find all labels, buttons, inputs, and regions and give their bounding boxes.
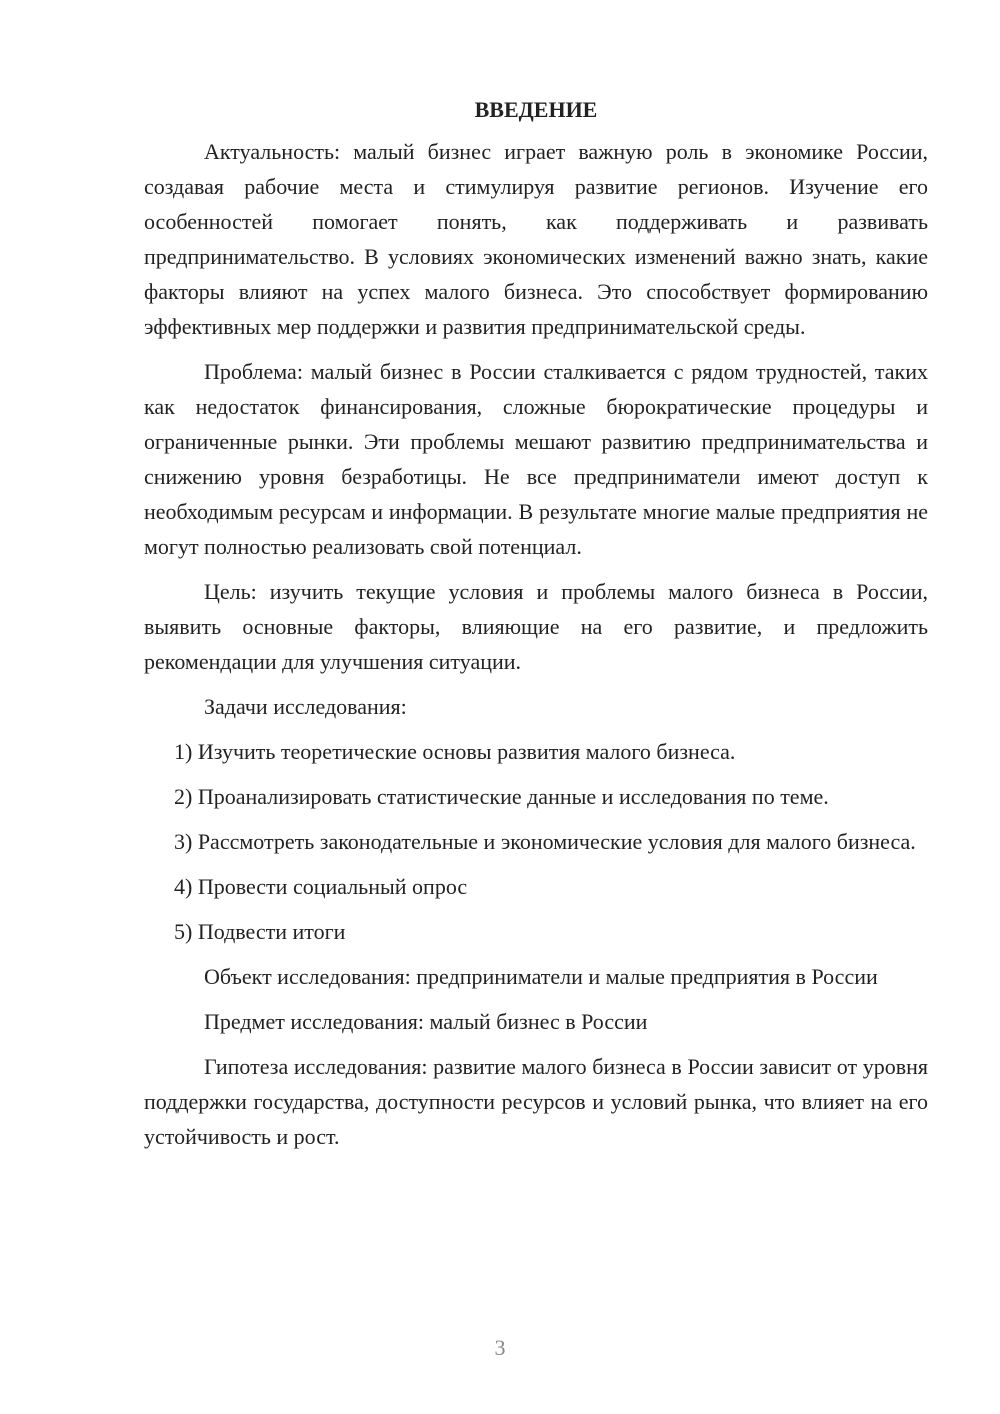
- task-item-4: 4) Провести социальный опрос: [174, 874, 468, 899]
- hypothesis-paragraph: Гипотеза исследования: развитие малого бизнеса в России зависит от уровня поддержки государства, доступности ресурсов и условий рынка, что влияет на его устойчивость и рост.: [144, 1054, 928, 1149]
- relevance-paragraph: Актуальность: малый бизнес играет важную роль в экономике России, создавая рабочие места и стимулируя развитие регионов. Изучение его особенностей помогает понять, как поддерживать и развивать предпринимательство. В условиях экономических изменений важно знать, какие факторы влияют на успех малого бизнеса. Это способствует формированию эффективных мер поддержки и развития предпринимательской среды.: [144, 139, 928, 339]
- task-item-5: 5) Подвести итоги: [174, 919, 346, 944]
- tasks-heading: Задачи исследования:: [204, 694, 407, 719]
- task-item-3: 3) Рассмотреть законодательные и экономические условия для малого бизнеса.: [174, 829, 916, 854]
- problem-paragraph: Проблема: малый бизнес в России сталкивается с рядом трудностей, таких как недостаток финансирования, сложные бюрократические процедуры и ограниченные рынки. Эти проблемы мешают развитию предпринимательства и снижению уровня безработицы. Не все предприниматели имеют доступ к необходимым ресурсам и информации. В результате многие малые предприятия не могут полностью реализовать свой потенциал.: [144, 359, 928, 559]
- goal-paragraph: Цель: изучить текущие условия и проблемы малого бизнеса в России, выявить основные факторы, влияющие на его развитие, и предложить рекомендации для улучшения ситуации.: [144, 579, 928, 674]
- object-paragraph: Объект исследования: предприниматели и малые предприятия в России: [204, 964, 878, 989]
- task-item-2: 2) Проанализировать статистические данные и исследования по теме.: [174, 784, 829, 809]
- task-item-1: 1) Изучить теоретические основы развития малого бизнеса.: [174, 739, 736, 764]
- page-title: ВВЕДЕНИЕ: [474, 97, 598, 122]
- subject-paragraph: Предмет исследования: малый бизнес в России: [204, 1009, 648, 1034]
- page-number: 3: [494, 1335, 506, 1360]
